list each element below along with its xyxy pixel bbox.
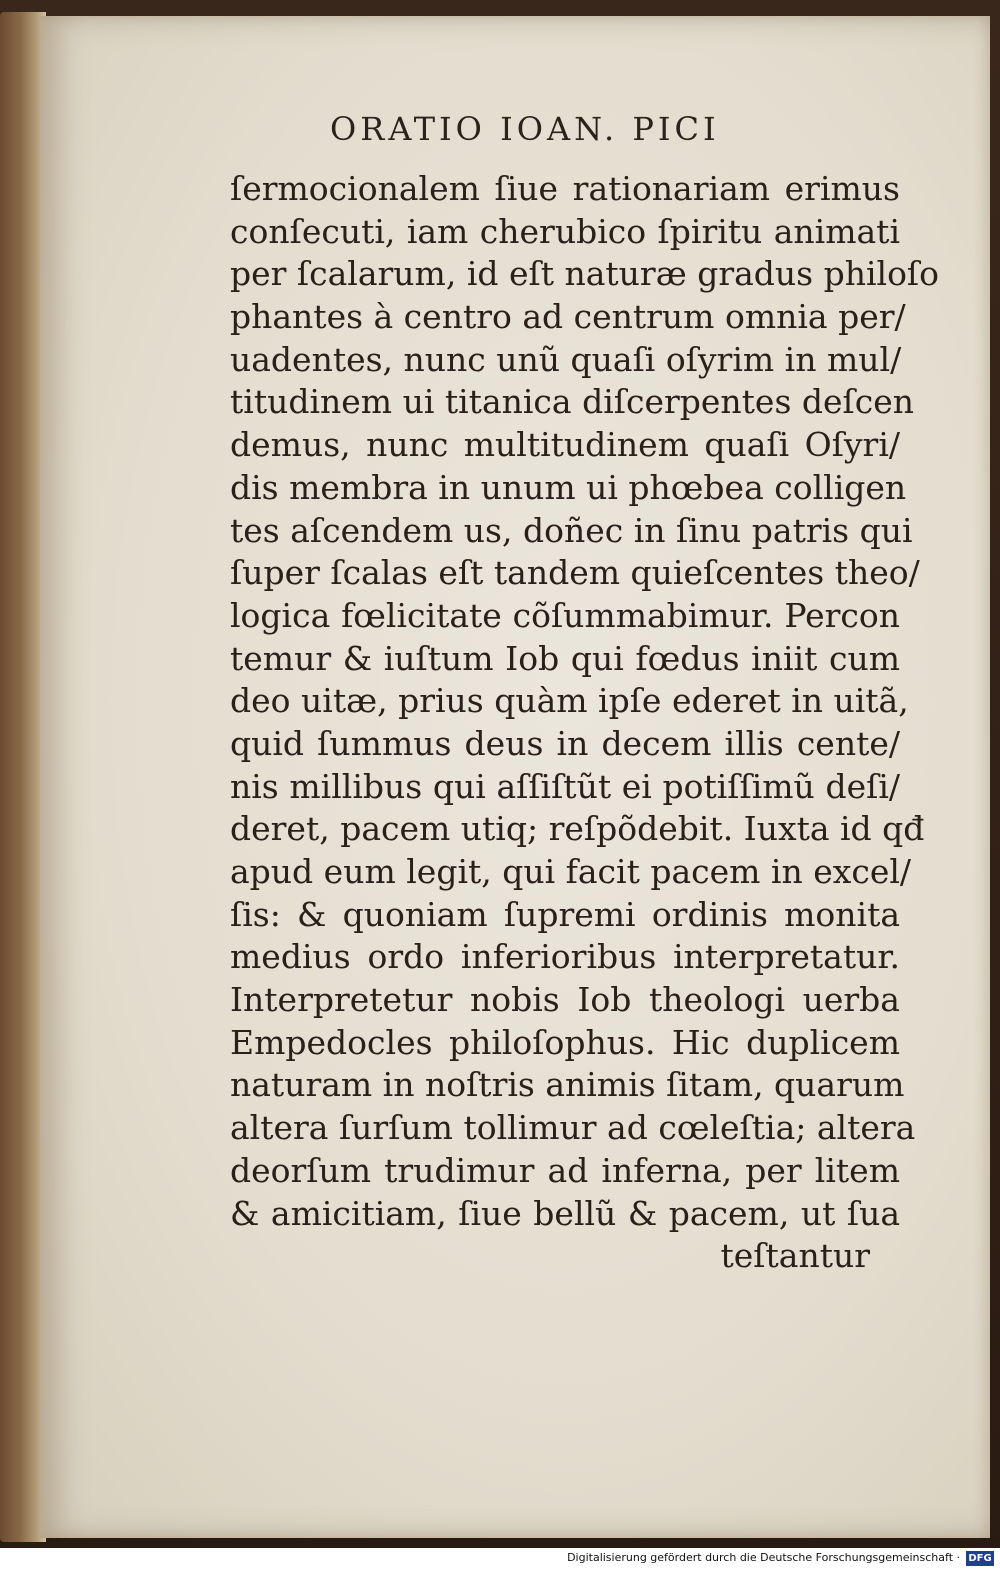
text-line: medius ordo inferioribus interpretatur. <box>230 937 900 977</box>
text-line: deorſum trudimur ad inferna, per litem <box>230 1150 900 1190</box>
running-header: ORATIO IOAN. PICI <box>330 110 720 148</box>
text-line: altera ſurſum tollimur ad cœleſtia; altera <box>230 1108 916 1148</box>
text-line: ſermocionalem ſiue rationariam erimus <box>230 169 900 208</box>
text-line: deret, pacem utiq; reſpõdebit. Iuxta id qđ <box>230 809 925 849</box>
funding-credit: Digitalisierung gefördert durch die Deutsche Forschungsgemeinschaft · <box>567 1551 960 1564</box>
text-line: apud eum legit, qui facit pacem in excel/ <box>230 852 912 891</box>
text-line: logica fœlicitate cõſummabimur. Percon <box>230 595 900 635</box>
text-block <box>230 168 940 1278</box>
text-line: naturam in noſtris animis ſitam, quarum <box>230 1065 905 1105</box>
text-line: ſuper ſcalas eſt tandem quieſcentes theo/ <box>230 553 920 593</box>
text-line: & amicitiam, ſiue bellũ & pacem, ut ſua <box>230 1193 900 1233</box>
text-line: uadentes, nunc unũ quaſi oſyrim in mul/ <box>230 339 902 379</box>
text-line: phantes à centro ad centrum omnia per/ <box>230 297 906 337</box>
text-line: tes aſcendem us, doñec in ſinu patris qui <box>230 510 913 550</box>
catchword: teſtantur <box>720 1236 870 1276</box>
text-line: deo uitæ, prius quàm ipſe ederet in uitã, <box>230 681 909 721</box>
text-line: Interpretetur nobis Iob theologi uerba <box>230 980 900 1020</box>
dfg-logo: DFG <box>966 1551 994 1566</box>
text-line: titudinem ui titanica diſcerpentes deſcen <box>230 382 915 422</box>
text-line: quid ſummus deus in decem illis cente/ <box>230 723 900 763</box>
text-line: dis membra in unum ui phœbea colligen <box>230 467 907 507</box>
text-line: demus, nunc multitudinem quaſi Oſyri/ <box>230 425 900 465</box>
digitization-footer <box>0 1548 1000 1571</box>
text-line: nis millibus qui aſſiſtũt ei potiſſimũ deſi/ <box>230 766 900 806</box>
text-line: ſis: & quoniam ſupremi ordinis monita <box>230 894 900 934</box>
text-line: per ſcalarum, id eſt naturæ gradus philoſo <box>230 254 940 294</box>
text-line: temur & iuſtum Iob qui fœdus iniit cum <box>230 638 900 678</box>
text-line: Empedocles philoſophus. Hic duplicem <box>230 1022 900 1062</box>
text-line: conſecuti, iam cherubico ſpiritu animati <box>230 211 900 251</box>
